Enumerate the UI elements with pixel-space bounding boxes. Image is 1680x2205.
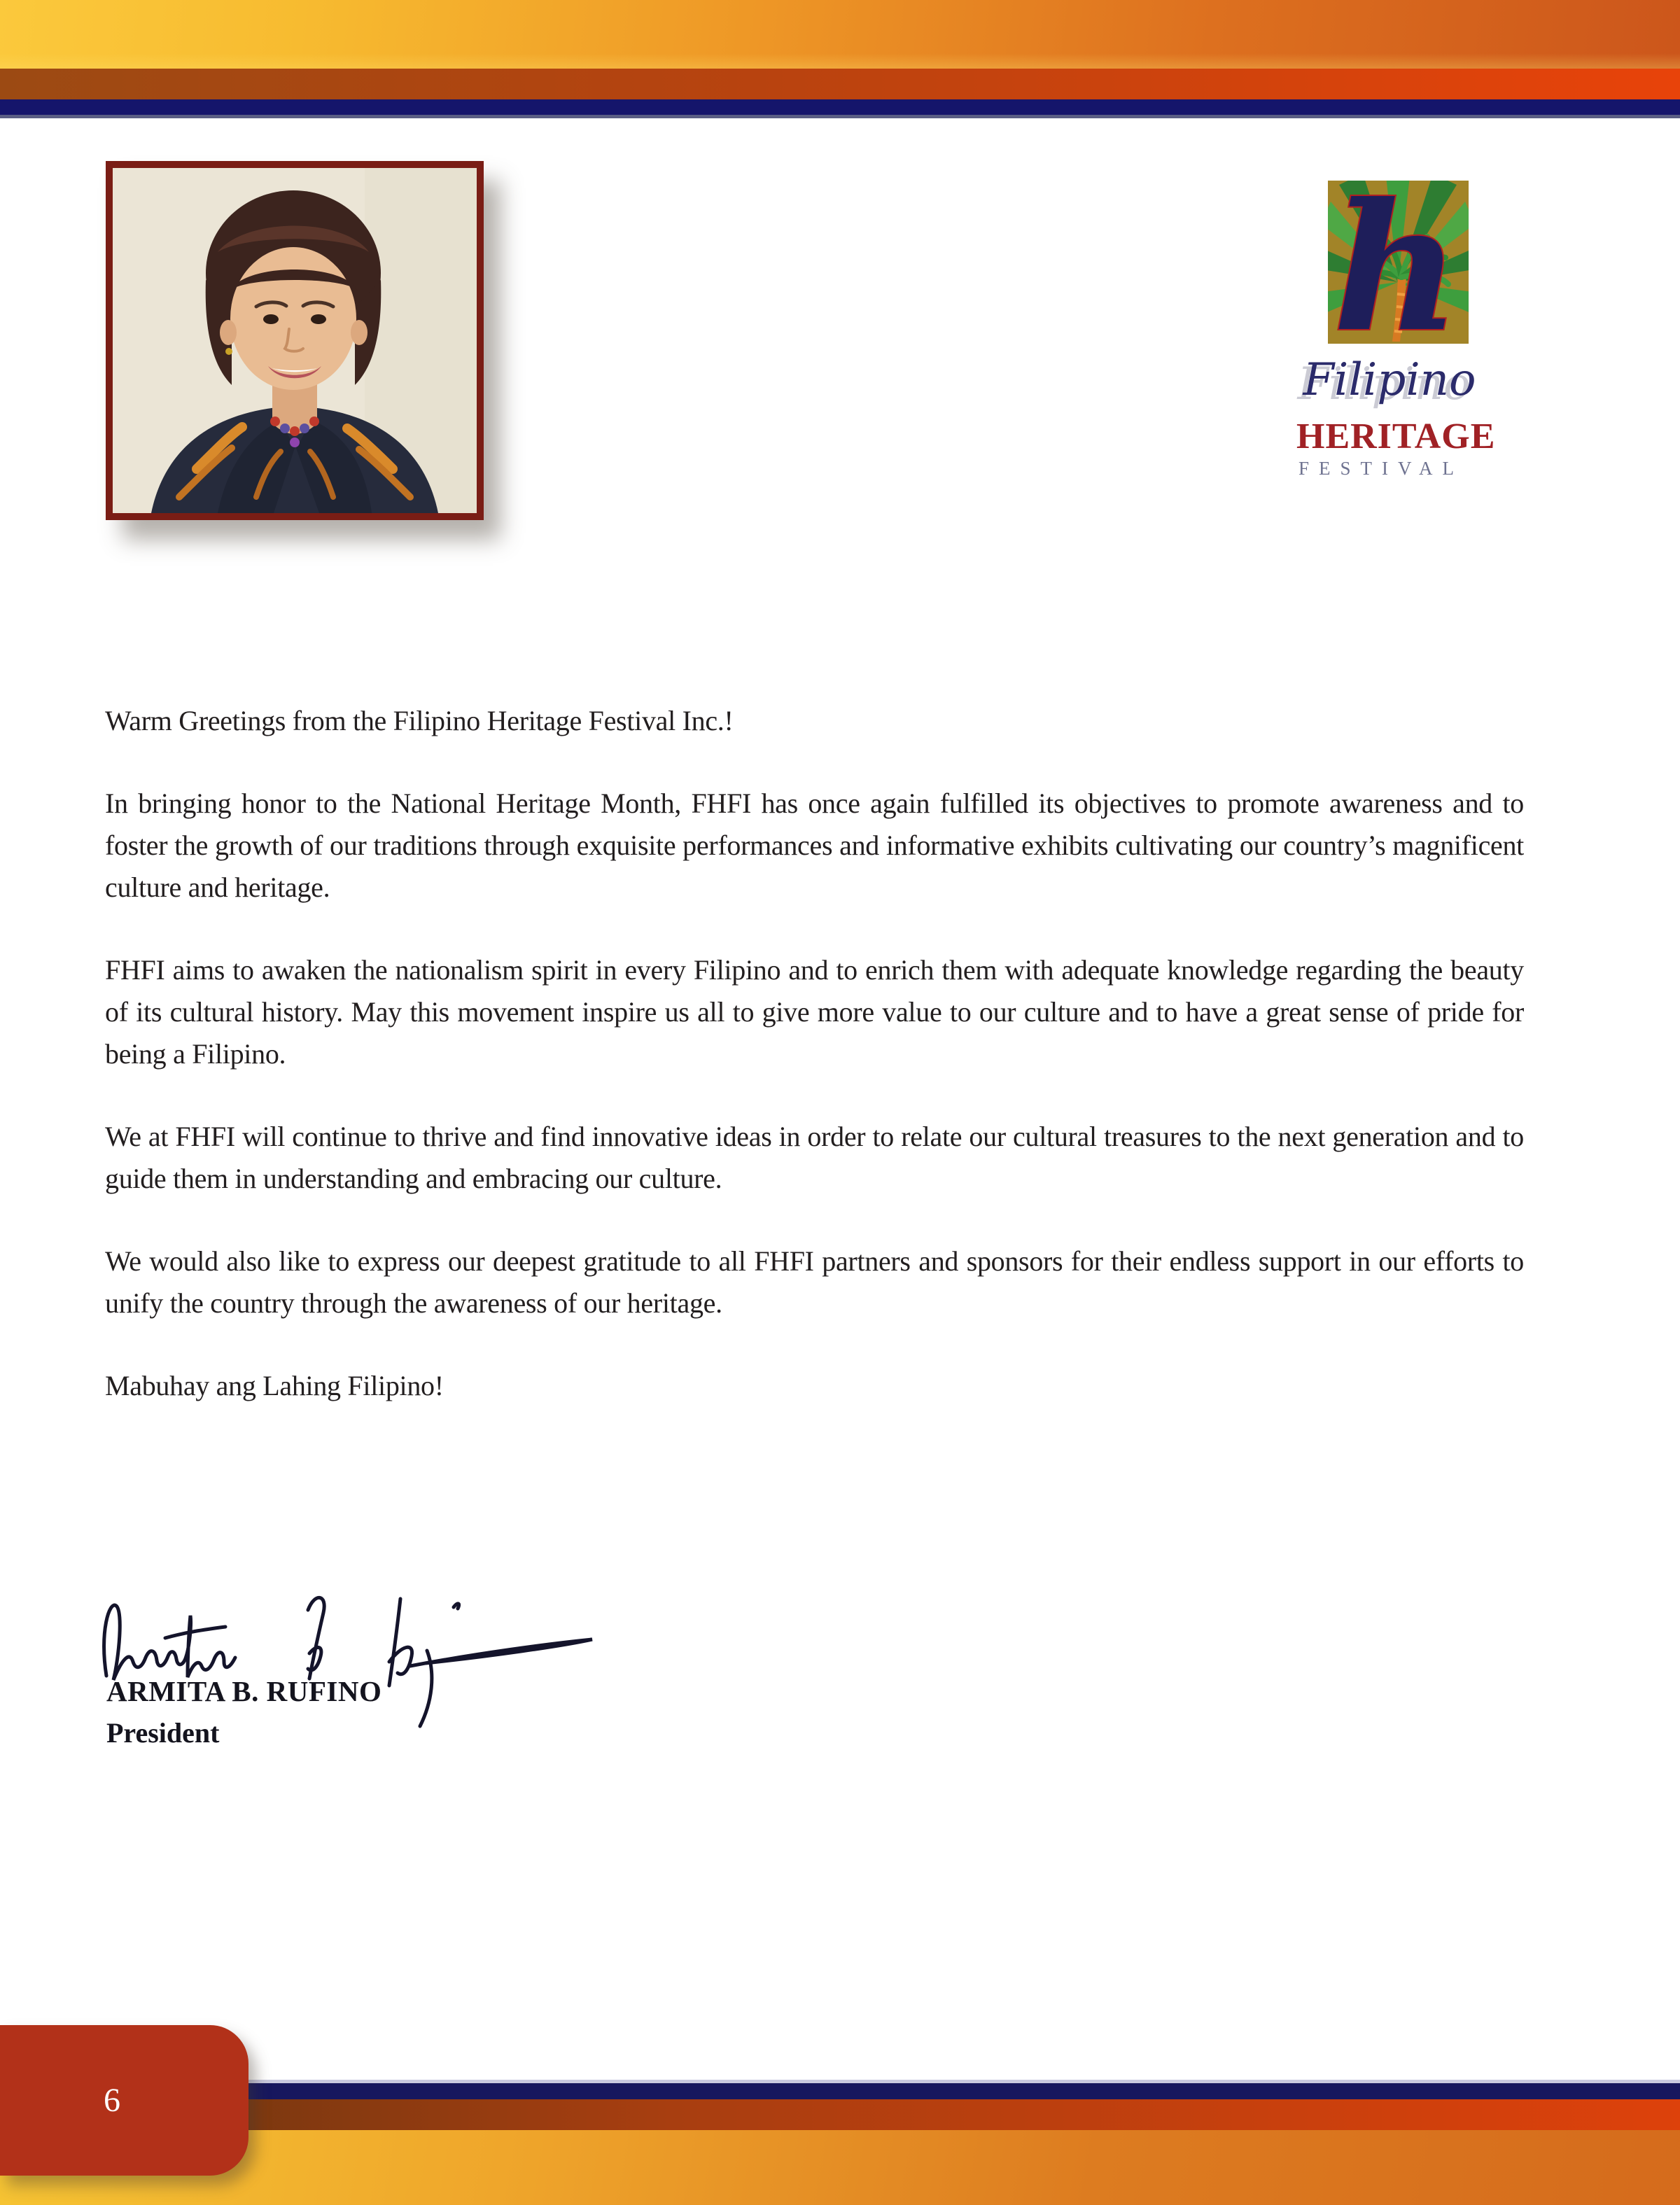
letter-body	[105, 700, 1524, 1448]
signatory-name: ARMITA B. RUFINO	[106, 1675, 382, 1707]
letter-paragraph-2: FHFI aims to awaken the nationalism spirit in every Filipino and to enrich them with adequate knowledge regarding the beauty of its cultural history. May this movement inspire us all to give more value to our culture and to have a great sense of pride for being a Filipino.	[105, 954, 1524, 1070]
logo-monogram	[1328, 181, 1469, 344]
top-banner-accent-band	[0, 69, 1680, 99]
letter-greeting: Warm Greetings from the Filipino Heritage Festival Inc.!	[105, 705, 734, 736]
logo-script-wordmark: Filipino	[1303, 354, 1476, 406]
logo-heritage-wordmark: HERITAGE	[1296, 416, 1496, 456]
footer-navy-stripe	[0, 2083, 1680, 2099]
letter-paragraph-1: In bringing honor to the National Heritage Month, FHFI has once again fulfilled its objectives to promote awareness and to foster the growth of our traditions through exquisite performances and informative exhibits cultivating our country’s magnificent culture and heritage.	[105, 788, 1524, 903]
logo-festival-wordmark: FESTIVAL	[1298, 458, 1464, 479]
president-portrait-image	[113, 168, 477, 513]
top-banner-slate-stripe	[0, 115, 1680, 118]
letter-paragraph-3: We at FHFI will continue to thrive and find innovative ideas in order to relate our cultural treasures to the next generation and to guide them in understanding and embracing our culture.	[105, 1121, 1524, 1194]
letter-closing: Mabuhay ang Lahing Filipino!	[105, 1370, 444, 1401]
signatory-title: President	[106, 1717, 220, 1749]
signature-image	[98, 1583, 602, 1730]
signature-strokes	[104, 1597, 592, 1726]
footer-accent-band	[0, 2099, 1680, 2130]
logo-monogram-letter: h	[1333, 181, 1460, 344]
footer-gradient-band	[0, 2130, 1680, 2205]
top-banner-gradient	[0, 0, 1680, 69]
letter-paragraph-4: We would also like to express our deepest gratitude to all FHFI partners and sponsors for their endless support in our efforts to unify the country through the awareness of our heritage.	[105, 1245, 1524, 1319]
president-photo-frame	[106, 161, 484, 520]
top-banner-navy-stripe	[0, 99, 1680, 115]
page-number: 6	[104, 2081, 120, 2119]
page-number-tab	[0, 2025, 248, 2176]
